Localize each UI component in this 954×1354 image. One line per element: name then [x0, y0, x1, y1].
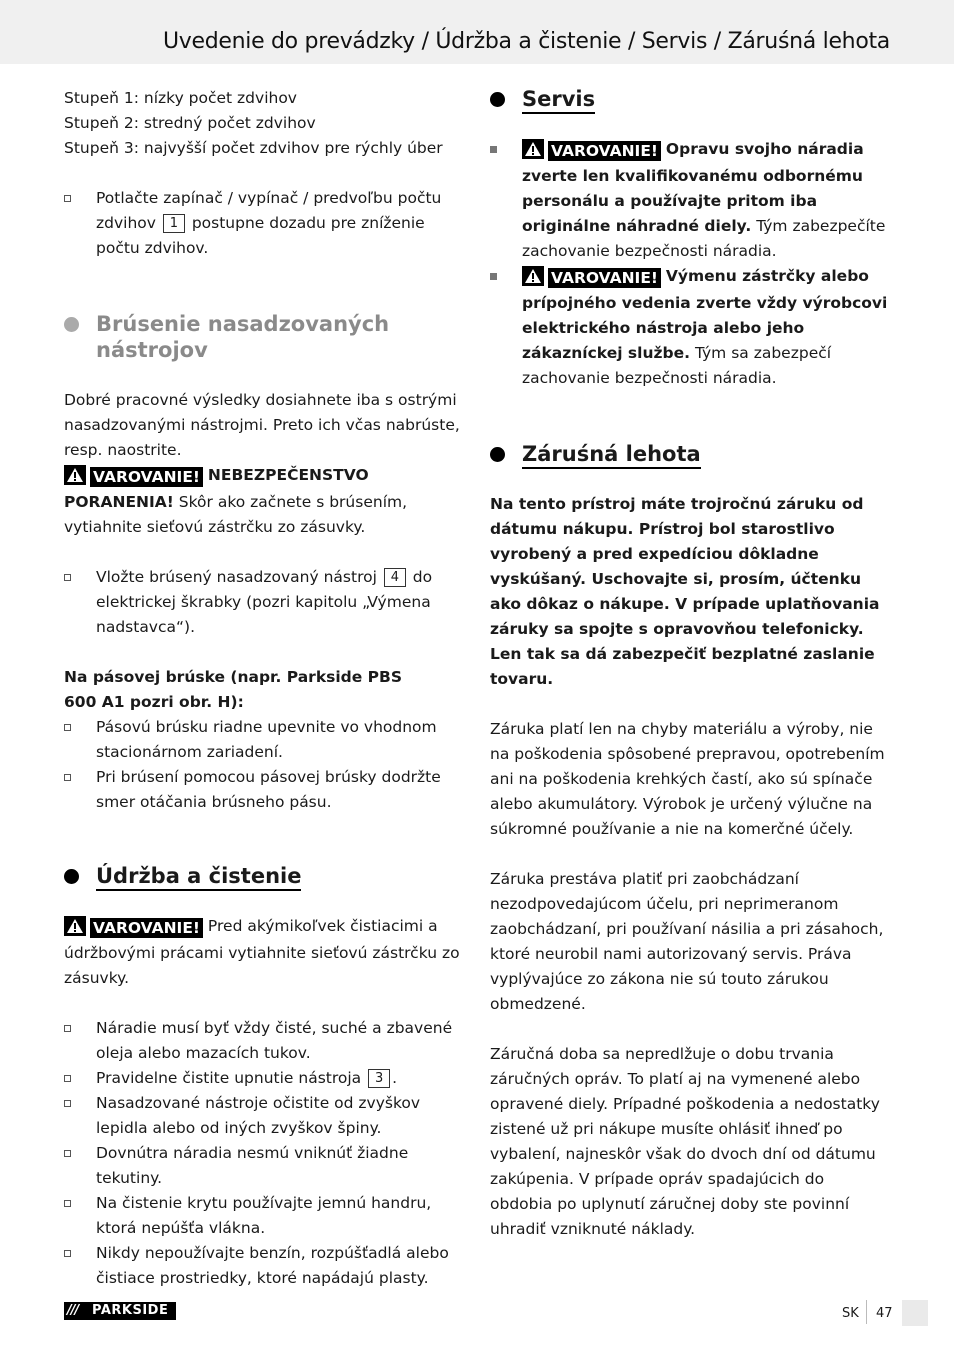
checkbox-bullet-icon: [64, 1150, 71, 1157]
part-reference: 1: [163, 214, 185, 233]
list-item: VAROVANIE! Opravu svojho náradia zverte len kvalifikovanému odbornému personálu a používajte pritom iba originálne náhradné diely. Tým zabezpečíte zachovanie bezpečnosti náradia.: [490, 137, 892, 264]
warning-label: VAROVANIE!: [548, 141, 661, 161]
bullet-dot-icon: [490, 447, 505, 462]
warning-triangle-icon: [522, 266, 544, 286]
part-reference: 3: [368, 1069, 390, 1088]
list-item: Potlačte zapínač / vypínač / predvoľbu počtu zdvihov 1 postupne dozadu pre zníženie počtu zdvihov.: [64, 186, 464, 261]
list-item: Pri brúsení pomocou pásovej brúsky dodržte smer otáčania brúsneho pásu.: [64, 765, 464, 815]
section-heading-sharpening: Brúsenie nasadzovaných nástrojov: [64, 311, 464, 363]
square-bullet-icon: [490, 273, 497, 280]
warning-triangle-icon: [64, 916, 86, 936]
warranty-paragraph: Záruka platí len na chyby materiálu a výroby, nie na poškodenia spôsobené prepravou, opotrebením ani na poškodenia krehkých častí, ako sú spínače alebo akumulátory. Výrobok je určený výlučne na súkromné používanie a nie na komerčné účely.: [490, 720, 885, 838]
list-item: VAROVANIE! Výmenu zástrčky alebo prípojného vedenia zverte vždy výrobcovi elektrického nástroja alebo jeho zákazníckej službe. Tým sa zabezpečí zachovanie bezpečnosti náradia.: [490, 264, 892, 391]
list-item: Dovnútra náradia nesmú vniknúť žiadne tekutiny.: [64, 1141, 464, 1191]
speed-level-1: Stupeň 1: nízky počet zdvihov: [64, 89, 297, 107]
checkbox-bullet-icon: [64, 1250, 71, 1257]
speed-level-2: Stupeň 2: stredný počet zdvihov: [64, 114, 316, 132]
warning-label: VAROVANIE!: [90, 467, 203, 487]
page-header: [0, 0, 954, 64]
sharpening-warning: VAROVANIE! NEBEZPEČENSTVO PORANENIA! Skôr ako začnete s brúsením, vytiahnite sieťovú zástrčku zo zásuvky.: [64, 466, 408, 536]
part-reference: 4: [384, 568, 406, 587]
sharpening-intro: Dobré pracovné výsledky dosiahnete iba s ostrými nasadzovanými nástrojmi. Preto ich včas nabrúste, resp. naostrite.: [64, 391, 460, 459]
checkbox-bullet-icon: [64, 574, 71, 581]
checkbox-bullet-icon: [64, 774, 71, 781]
maintenance-warning: VAROVANIE! Pred akýmikoľvek čistiacimi a údržbovými prácami vytiahnite sieťovú zástrčku zo zásuvky.: [64, 917, 460, 987]
list-item: Pravidelne čistite upnutie nástroja 3 .: [64, 1066, 464, 1091]
square-bullet-icon: [490, 146, 497, 153]
checkbox-bullet-icon: [64, 1200, 71, 1207]
page-number: 47: [876, 1306, 893, 1321]
list-item: Na čistenie krytu používajte jemnú handru, ktorá nepúšťa vlákna.: [64, 1191, 464, 1241]
list-item: Nasadzované nástroje očistite od zvyškov lepidla alebo od iných zvyškov špiny.: [64, 1091, 464, 1141]
bullet-dot-icon: [490, 92, 505, 107]
list-item: Náradie musí byť vždy čisté, suché a zbavené oleja alebo mazacích tukov.: [64, 1016, 464, 1066]
checkbox-bullet-icon: [64, 724, 71, 731]
warning-triangle-icon: [64, 465, 86, 485]
warranty-paragraph: Záruka prestáva platiť pri zaobchádzaní nezodpovedajúcom účelu, pri neprimeranom zaobchádzaní, pri používaní násilia a pri zásahoch, ktoré neurobil nami autorizovaný servis. Práva vyplývajúce zo zákona nie sú touto zárukou obmedzené.: [490, 870, 884, 1013]
warranty-paragraph: Záručná doba sa nepredlžuje o dobu trvania záručných opráv. To platí aj na vymenené alebo opravené diely. Prípadné poškodenia a nedostatky zistené už pri nákupe musíte ohlásiť ihneď po vybalení, najneskôr však do dvoch dní od dátumu zakúpenia. V prípade opráv spadajúcich do obdobia po uplynutí záručnej doby ste povinní uhradiť vzniknuté náklady.: [490, 1045, 880, 1238]
right-column: [490, 86, 890, 1242]
list-item: Nikdy nepoužívajte benzín, rozpúšťadlá alebo čistiace prostriedky, ktoré napádajú plasty.: [64, 1241, 464, 1291]
parkside-logo: /// PARKSIDE: [64, 1302, 176, 1320]
section-heading-service: Servis: [490, 86, 890, 112]
bullet-dot-icon: [64, 317, 79, 332]
bullet-dot-icon: [64, 869, 79, 884]
footer-divider: [866, 1300, 867, 1324]
warranty-intro: Na tento prístroj máte trojročnú záruku od dátumu nákupu. Prístroj bol starostlivo vyrobený a pred expedíciou dôkladne vyskúšaný. Uschovajte si, prosím, účtenku ako dôkaz o nákupe. V prípade uplatňovania záruky sa spojte s opravovňou telefonicky. Len tak sa dá zabezpečiť bezplatné zaslanie tovaru.: [490, 495, 880, 688]
list-item: Vložte brúsený nasadzovaný nástroj 4 do elektrickej škrabky (pozri kapitolu „Výmena nadstavca“).: [64, 565, 464, 640]
checkbox-bullet-icon: [64, 195, 71, 202]
checkbox-bullet-icon: [64, 1100, 71, 1107]
warning-label: VAROVANIE!: [90, 918, 203, 938]
section-heading-maintenance: Údržba a čistenie: [64, 863, 464, 889]
belt-sander-title: Na pásovej brúske (napr. Parkside PBS 600 A1 pozri obr. H):: [64, 668, 403, 711]
speed-level-3: Stupeň 3: najvyšší počet zdvihov pre rýchly úber: [64, 139, 443, 157]
warning-triangle-icon: [522, 139, 544, 159]
language-code: SK: [842, 1306, 859, 1321]
page-tab-marker: [902, 1300, 928, 1326]
warning-label: VAROVANIE!: [548, 268, 661, 288]
checkbox-bullet-icon: [64, 1025, 71, 1032]
checkbox-bullet-icon: [64, 1075, 71, 1082]
page-title: Uvedenie do prevádzky / Údržba a čistenie / Servis / Záruśná lehota: [162, 29, 890, 54]
left-column: [64, 86, 464, 1291]
list-item: Pásovú brúsku riadne upevnite vo vhodnom stacionárnom zariadení.: [64, 715, 464, 765]
section-heading-warranty: Záruśná lehota: [490, 441, 890, 467]
